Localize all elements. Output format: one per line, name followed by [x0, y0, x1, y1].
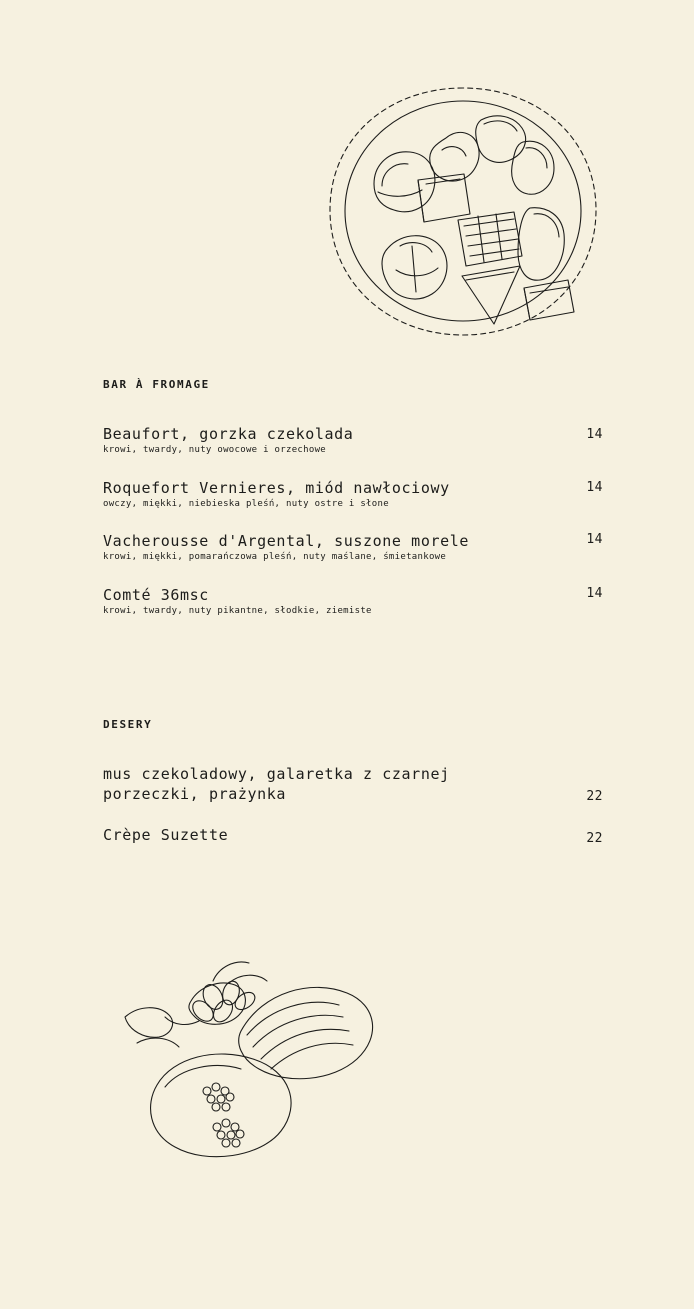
cheese-platter-illustration: [318, 80, 608, 345]
section-title: BAR À FROMAGE: [103, 378, 210, 391]
menu-item-description: krowi, twardy, nuty owocowe i orzechowe: [103, 445, 327, 456]
menu-item-name: mus czekoladowy, galaretka z czarnej porzeczki, prażynka: [103, 765, 450, 803]
menu-item-name: Comté 36msc: [103, 585, 209, 604]
menu-item: [103, 826, 603, 846]
menu-item-description: krowi, miękki, pomarańczowa pleśń, nuty maślane, śmietankowe: [103, 552, 447, 563]
menu-item-description: krowi, twardy, nuty pikantne, słodkie, ziemiste: [103, 605, 372, 616]
menu-item: [103, 765, 603, 804]
menu-item-name: Beaufort, gorzka czekolada: [103, 425, 354, 443]
fruit-nuts-illustration: [95, 935, 385, 1170]
menu-item: [103, 425, 603, 457]
menu-item-price: 14: [586, 426, 603, 442]
menu-item: [103, 532, 603, 564]
menu-item: [103, 586, 603, 618]
menu-item: [103, 479, 603, 511]
menu-item-name: Crèpe Suzette: [103, 826, 229, 844]
menu-item-price: 22: [586, 789, 603, 804]
section-desery: [103, 718, 603, 868]
menu-item-price: 14: [586, 532, 603, 548]
menu-item-name: Roquefort Vernieres, miód nawłociowy: [103, 478, 450, 497]
menu-item-name: Vacherousse d'Argental, suszone morele: [103, 532, 469, 551]
section-title: DESERY: [103, 718, 153, 731]
menu-item-price: 22: [586, 830, 603, 846]
section-bar-a-fromage: [103, 378, 603, 639]
menu-item-description: owczy, miękki, niebieska pleśń, nuty ostre i słone: [103, 498, 389, 509]
menu-item-price: 14: [586, 480, 603, 496]
menu-item-price: 14: [586, 585, 603, 601]
